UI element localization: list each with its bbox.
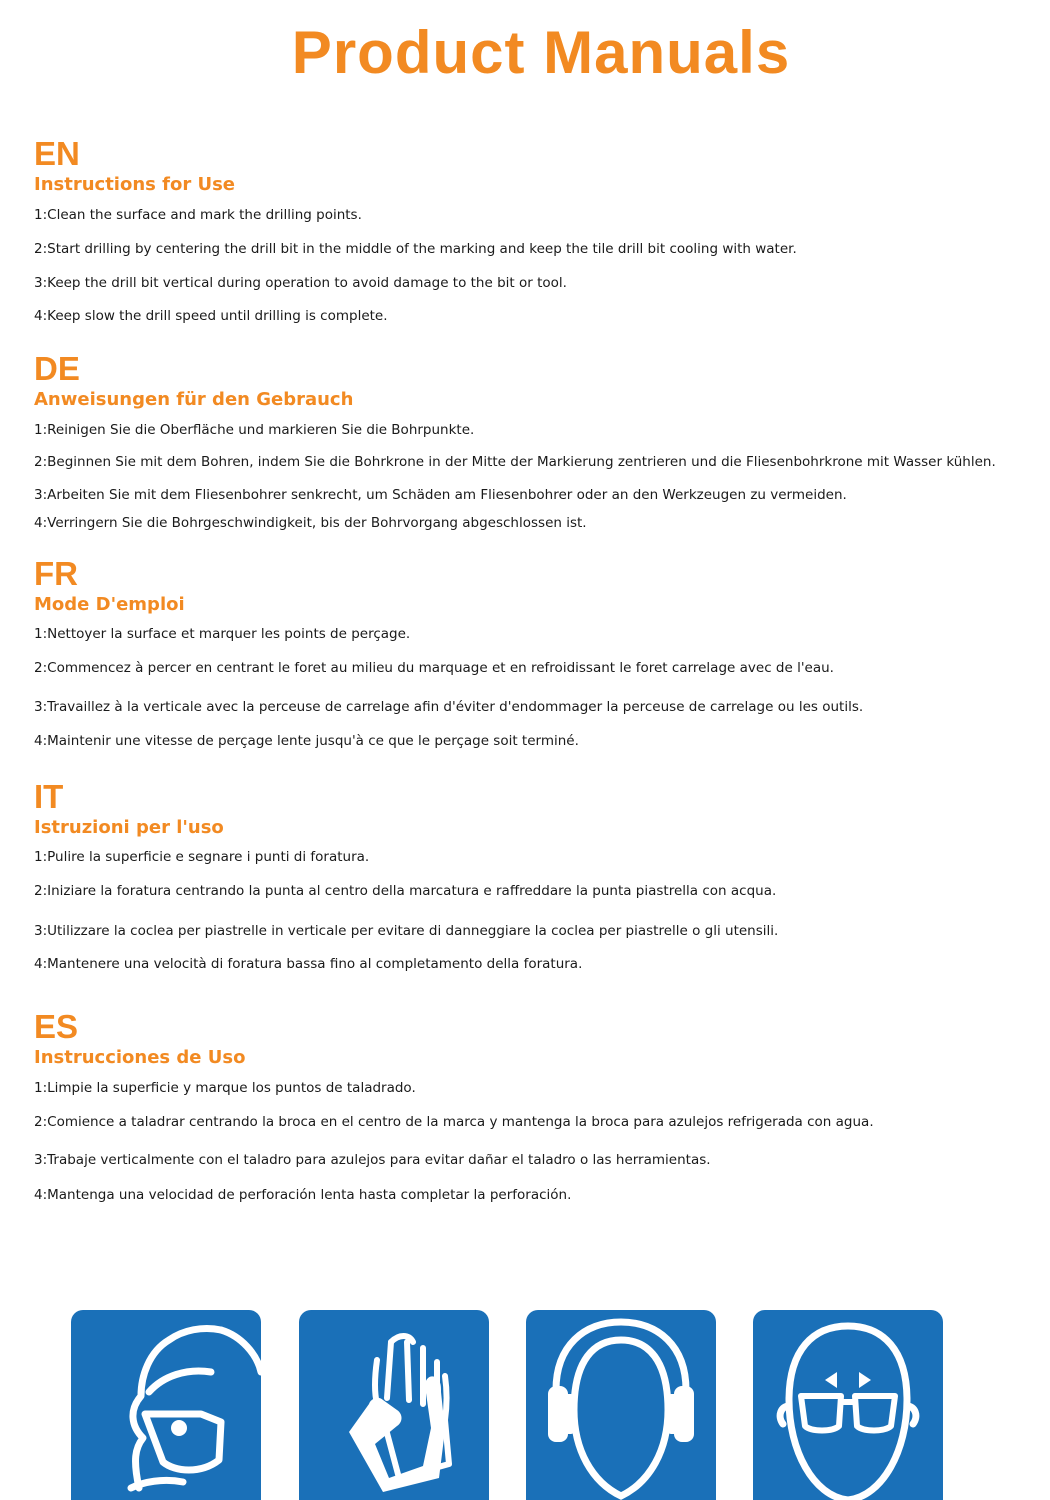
language-code: FR bbox=[34, 555, 78, 592]
section-heading: Anweisungen für den Gebrauch bbox=[34, 389, 354, 410]
instruction-item: 2:Commencez à percer en centrant le foret au milieu du marquage et en refroidissant le foret carrelage avec de l'eau. bbox=[34, 660, 834, 676]
language-code: EN bbox=[34, 135, 80, 172]
dust-mask-icon bbox=[71, 1310, 261, 1500]
section-heading: Istruzioni per l'uso bbox=[34, 817, 224, 838]
language-code: ES bbox=[34, 1008, 79, 1045]
instruction-item: 4:Mantenga una velocidad de perforación lenta hasta completar la perforación. bbox=[34, 1187, 572, 1203]
instruction-item: 3:Arbeiten Sie mit dem Fliesenbohrer senkrecht, um Schäden am Fliesenbohrer oder an den Werkzeugen zu vermeiden. bbox=[34, 487, 847, 503]
section-en bbox=[34, 135, 1044, 324]
instruction-item: 2:Beginnen Sie mit dem Bohren, indem Sie die Bohrkrone in der Mitte der Markierung zentrieren und die Fliesenbohrkrone mit Wasser kühlen. bbox=[34, 454, 996, 470]
instruction-item: 1:Reinigen Sie die Oberfläche und markieren Sie die Bohrpunkte. bbox=[34, 422, 475, 438]
language-code: DE bbox=[34, 350, 80, 387]
section-it bbox=[34, 778, 1044, 972]
section-heading: Mode D'emploi bbox=[34, 594, 185, 615]
instruction-item: 4:Maintenir une vitesse de perçage lente jusqu'à ce que le perçage soit terminé. bbox=[34, 733, 579, 749]
instruction-item: 2:Iniziare la foratura centrando la punta al centro della marcatura e raffreddare la punta piastrella con acqua. bbox=[34, 883, 777, 899]
page-title: Product Manuals bbox=[291, 19, 791, 86]
section-heading: Instrucciones de Uso bbox=[34, 1047, 246, 1068]
instruction-item: 1:Nettoyer la surface et marquer les points de perçage. bbox=[34, 626, 411, 642]
section-de bbox=[34, 350, 1044, 531]
instruction-item: 3:Travaillez à la verticale avec la perceuse de carrelage afin d'éviter d'endommager la perceuse de carrelage ou les outils. bbox=[34, 699, 864, 715]
instruction-item: 3:Keep the drill bit vertical during operation to avoid damage to the bit or tool. bbox=[34, 275, 567, 291]
instruction-item: 4:Mantenere una velocità di foratura bassa fino al completamento della foratura. bbox=[34, 956, 583, 972]
instruction-item: 1:Pulire la superficie e segnare i punti di foratura. bbox=[34, 849, 370, 865]
instruction-item: 4:Keep slow the drill speed until drilling is complete. bbox=[34, 308, 388, 324]
protective-gloves-icon bbox=[299, 1310, 489, 1500]
instruction-item: 3:Trabaje verticalmente con el taladro para azulejos para evitar dañar el taladro o las herramientas. bbox=[34, 1152, 711, 1168]
section-heading: Instructions for Use bbox=[34, 174, 236, 195]
instruction-item: 2:Comience a taladrar centrando la broca en el centro de la marca y mantenga la broca para azulejos refrigerada con agua. bbox=[34, 1114, 874, 1130]
instruction-item: 2:Start drilling by centering the drill bit in the middle of the marking and keep the tile drill bit cooling with water. bbox=[34, 241, 797, 257]
section-es bbox=[34, 1008, 1044, 1203]
safety-goggles-icon bbox=[753, 1310, 943, 1500]
instruction-item: 1:Limpie la superficie y marque los puntos de taladrado. bbox=[34, 1080, 416, 1096]
instruction-item: 1:Clean the surface and mark the drilling points. bbox=[34, 207, 362, 223]
instruction-item: 4:Verringern Sie die Bohrgeschwindigkeit, bis der Bohrvorgang abgeschlossen ist. bbox=[34, 515, 587, 531]
language-code: IT bbox=[34, 778, 64, 815]
ear-protection-icon bbox=[526, 1310, 716, 1500]
section-fr bbox=[34, 555, 1044, 749]
instruction-item: 3:Utilizzare la coclea per piastrelle in verticale per evitare di danneggiare la coclea per piastrelle o gli utensili. bbox=[34, 923, 779, 939]
